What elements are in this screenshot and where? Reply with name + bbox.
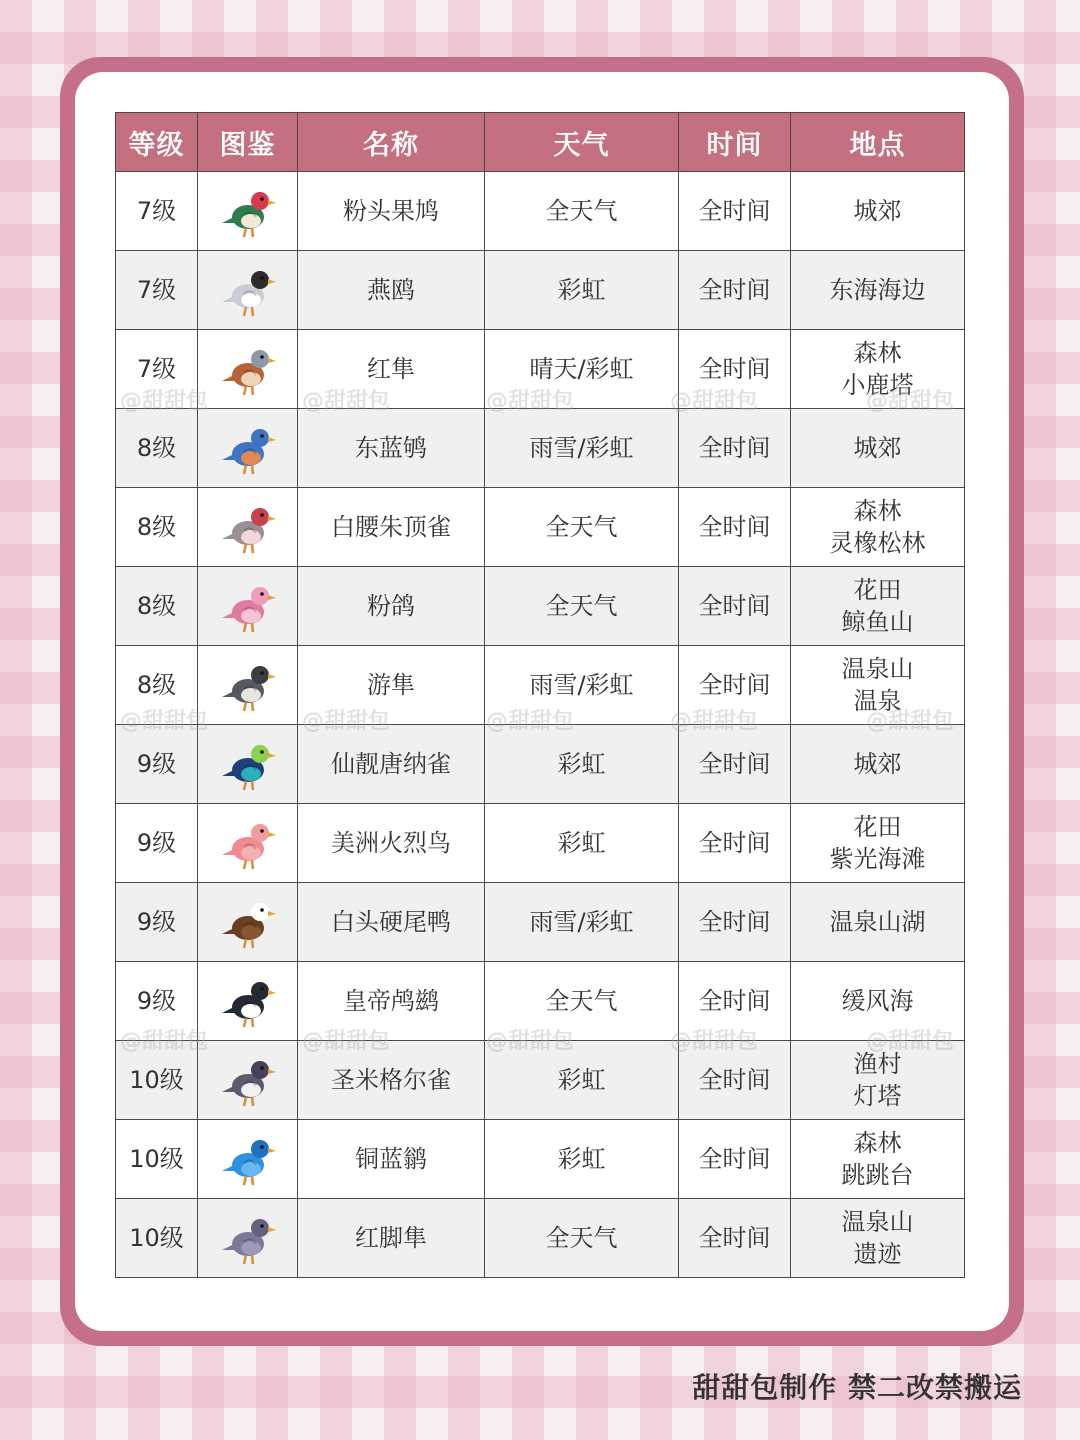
bird-icon [216,1127,280,1191]
bird-icon [216,732,280,796]
bird-icon [216,811,280,875]
location-line: 花田 [853,812,902,841]
cell-picture [198,330,298,409]
location-line: 跳跳台 [841,1161,914,1189]
table-row [116,646,965,725]
location-line: 温泉山 [841,1207,914,1236]
watermark: @甜甜包 [302,389,391,414]
cell-weather: 雨雪/彩虹 [485,409,679,488]
cell-name: 圣米格尔雀 [298,1041,485,1120]
cell-location [791,330,965,409]
location-line: 紫光海滩 [829,845,926,873]
cell-weather: 晴天/彩虹 [485,330,679,409]
cell-time: 全时间 [679,488,791,567]
watermark: @甜甜包 [486,709,575,734]
cell-location [791,409,965,488]
watermark: @甜甜包 [120,709,209,734]
cell-weather: 雨雪/彩虹 [485,883,679,962]
cell-weather: 全天气 [485,172,679,251]
cell-time: 全时间 [679,725,791,804]
cell-weather: 全天气 [485,1199,679,1278]
table-row [116,1041,965,1120]
cell-location [791,488,965,567]
table-row [116,409,965,488]
cell-picture [198,251,298,330]
location-line: 灯塔 [853,1082,902,1110]
cell-picture [198,1120,298,1199]
location-line: 花田 [853,575,902,604]
cell-weather: 全天气 [485,488,679,567]
cell-weather: 全天气 [485,567,679,646]
location-line: 森林 [853,1128,902,1157]
cell-location [791,172,965,251]
location-line: 城郊 [853,433,902,462]
location-line: 温泉 [853,687,902,715]
cell-level: 10级 [116,1041,198,1120]
table-row [116,1199,965,1278]
location-line: 灵橡松林 [829,529,926,557]
table-row [116,804,965,883]
cell-time: 全时间 [679,1041,791,1120]
cell-picture [198,646,298,725]
cell-weather: 全天气 [485,962,679,1041]
cell-level: 8级 [116,646,198,725]
cell-location [791,1120,965,1199]
cell-name: 白腰朱顶雀 [298,488,485,567]
watermark: @甜甜包 [302,709,391,734]
table-row [116,488,965,567]
bird-table [115,112,965,1278]
header-name: 名称 [298,113,485,172]
watermark: @甜甜包 [120,1029,209,1054]
cell-picture [198,567,298,646]
table-row [116,962,965,1041]
location-line: 城郊 [853,196,902,225]
cell-time: 全时间 [679,962,791,1041]
cell-time: 全时间 [679,804,791,883]
cell-level: 9级 [116,883,198,962]
cell-level: 7级 [116,251,198,330]
cell-level: 8级 [116,567,198,646]
cell-picture [198,409,298,488]
cell-location [791,725,965,804]
cell-weather: 彩虹 [485,251,679,330]
cell-level: 9级 [116,962,198,1041]
table-header-row [116,113,965,172]
watermark: @甜甜包 [866,709,955,734]
watermark: @甜甜包 [486,389,575,414]
cell-weather: 彩虹 [485,725,679,804]
header-location: 地点 [791,113,965,172]
cell-name: 白头硬尾鸭 [298,883,485,962]
location-line: 渔村 [853,1049,902,1078]
cell-weather: 彩虹 [485,804,679,883]
cell-time: 全时间 [679,251,791,330]
table-row [116,567,965,646]
cell-time: 全时间 [679,172,791,251]
bird-icon [216,179,280,243]
cell-weather: 雨雪/彩虹 [485,646,679,725]
cell-time: 全时间 [679,883,791,962]
cell-weather: 彩虹 [485,1120,679,1199]
cell-weather: 彩虹 [485,1041,679,1120]
cell-name: 游隼 [298,646,485,725]
footer-credit: 甜甜包制作 禁二改禁搬运 [692,1371,1022,1404]
bird-icon [216,337,280,401]
cell-picture [198,883,298,962]
cell-picture [198,1199,298,1278]
location-line: 缓风海 [841,986,914,1015]
cell-time: 全时间 [679,1199,791,1278]
cell-name: 皇帝鸬鹚 [298,962,485,1041]
cell-picture [198,962,298,1041]
cell-picture [198,804,298,883]
location-line: 森林 [853,338,902,367]
table-row [116,251,965,330]
cell-picture [198,1041,298,1120]
cell-location [791,567,965,646]
table-row [116,330,965,409]
bird-icon [216,416,280,480]
cell-level: 9级 [116,725,198,804]
cell-location [791,1041,965,1120]
bird-icon [216,258,280,322]
cell-location [791,1199,965,1278]
cell-name: 粉头果鸠 [298,172,485,251]
cell-name: 美洲火烈鸟 [298,804,485,883]
cell-location [791,251,965,330]
bird-icon [216,495,280,559]
location-line: 温泉山湖 [829,907,926,936]
watermark: @甜甜包 [302,1029,391,1054]
location-line: 东海海边 [829,275,926,304]
cell-level: 7级 [116,172,198,251]
cell-picture [198,725,298,804]
table-row [116,883,965,962]
bird-icon [216,1048,280,1112]
cell-name: 红隼 [298,330,485,409]
location-line: 森林 [853,496,902,525]
watermark: @甜甜包 [866,1029,955,1054]
watermark: @甜甜包 [486,1029,575,1054]
cell-location [791,962,965,1041]
cell-name: 粉鸽 [298,567,485,646]
table-row [116,1120,965,1199]
table-row [116,172,965,251]
cell-location [791,804,965,883]
bird-icon [216,653,280,717]
watermark: @甜甜包 [670,1029,759,1054]
cell-name: 燕鸥 [298,251,485,330]
location-line: 遗迹 [853,1240,902,1268]
cell-level: 10级 [116,1120,198,1199]
cell-picture [198,172,298,251]
location-line: 城郊 [853,749,902,778]
cell-location [791,646,965,725]
watermark: @甜甜包 [120,389,209,414]
header-time: 时间 [679,113,791,172]
cell-time: 全时间 [679,409,791,488]
cell-picture [198,488,298,567]
bird-icon [216,1206,280,1270]
cell-name: 东蓝鸲 [298,409,485,488]
location-line: 小鹿塔 [841,371,914,399]
bird-icon [216,890,280,954]
table-row [116,725,965,804]
bird-icon [216,969,280,1033]
header-level: 等级 [116,113,198,172]
cell-name: 红脚隼 [298,1199,485,1278]
bird-icon [216,574,280,638]
cell-time: 全时间 [679,1120,791,1199]
cell-level: 9级 [116,804,198,883]
watermark: @甜甜包 [866,389,955,414]
location-line: 温泉山 [841,654,914,683]
cell-time: 全时间 [679,330,791,409]
cell-location [791,883,965,962]
cell-name: 铜蓝鹟 [298,1120,485,1199]
cell-time: 全时间 [679,567,791,646]
cell-name: 仙靓唐纳雀 [298,725,485,804]
cell-time: 全时间 [679,646,791,725]
header-picture: 图鉴 [198,113,298,172]
watermark: @甜甜包 [670,389,759,414]
cell-level: 10级 [116,1199,198,1278]
cell-level: 8级 [116,409,198,488]
cell-level: 8级 [116,488,198,567]
location-line: 鲸鱼山 [841,608,914,636]
header-weather: 天气 [485,113,679,172]
cell-level: 7级 [116,330,198,409]
watermark: @甜甜包 [670,709,759,734]
